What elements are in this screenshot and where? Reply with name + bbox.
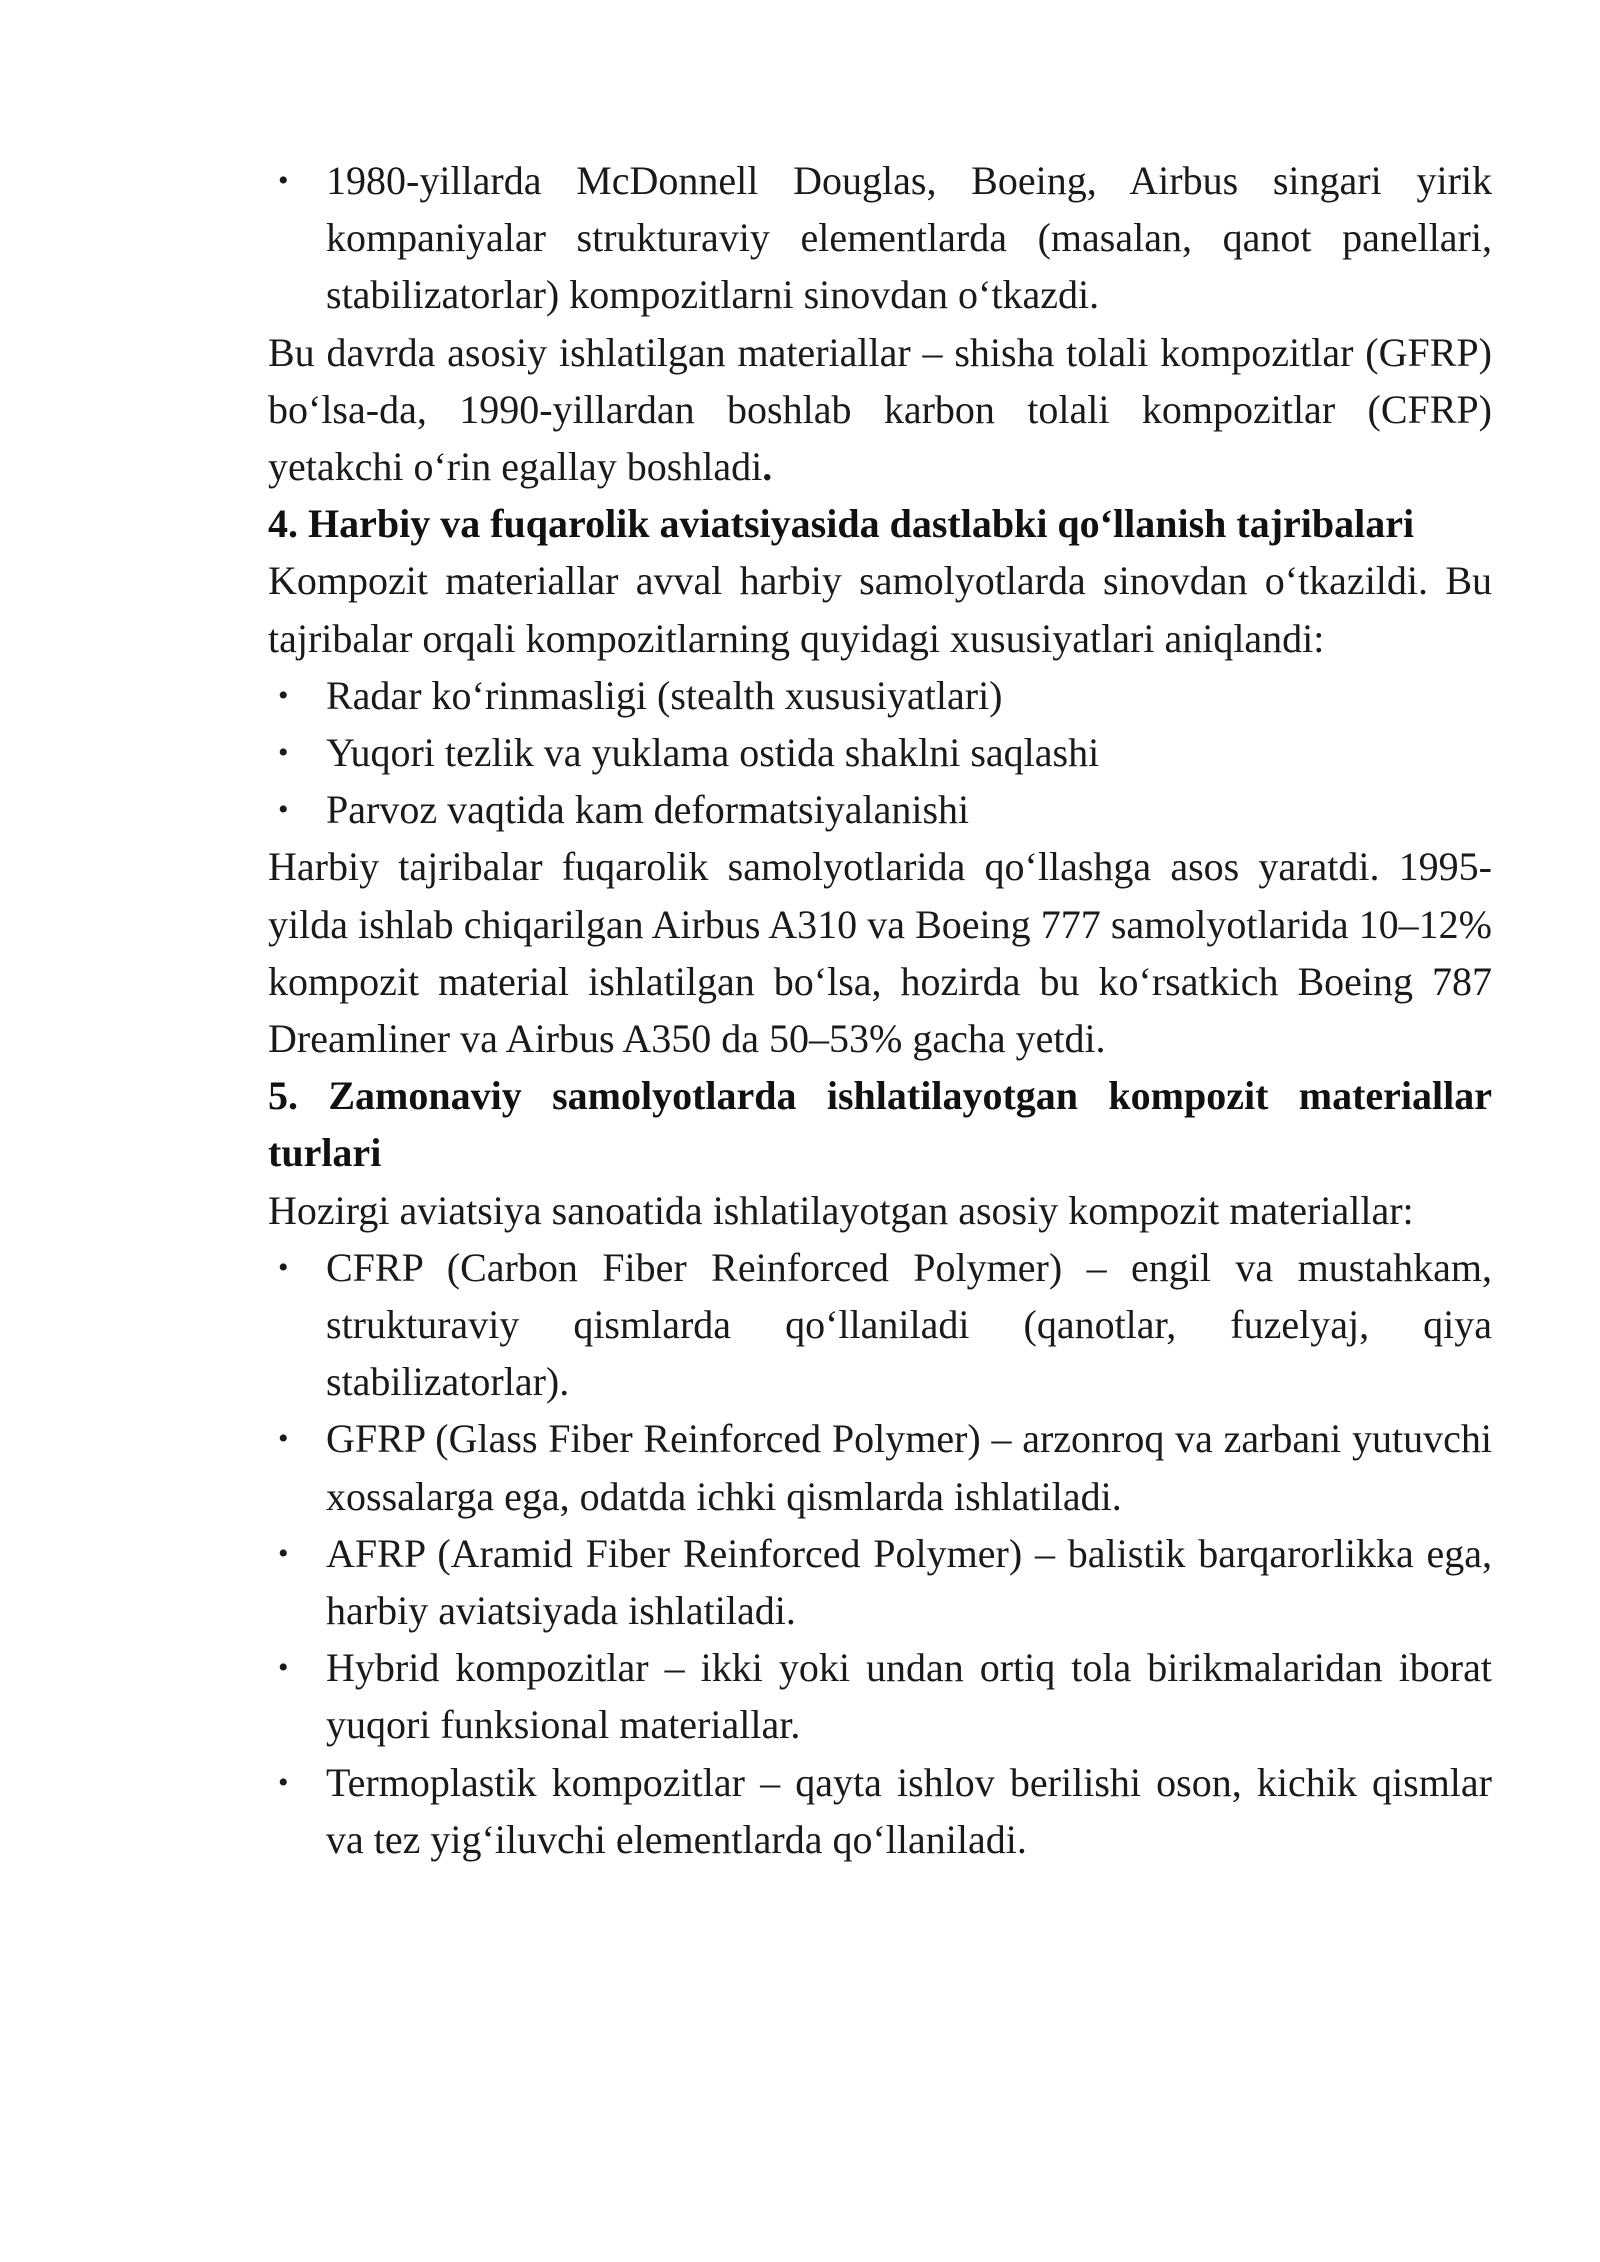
list-item xyxy=(268,724,1492,781)
list-item xyxy=(268,781,1492,838)
list-item-text: Parvoz vaqtida kam deformatsiyalanishi xyxy=(326,787,970,833)
bullet-icon: • xyxy=(278,1250,289,1284)
bullet-icon: • xyxy=(278,1765,289,1799)
paragraph-end-dot: . xyxy=(762,444,773,490)
document-page xyxy=(268,152,1492,1868)
bullet-icon: • xyxy=(278,736,289,770)
bullet-icon: • xyxy=(278,1536,289,1570)
list-item-text: 1980-yillarda McDonnell Douglas, Boeing, Airbus singari yirik kompaniyalar strukturaviy elementlarda (masalan, qanot panellari, stabilizatorlar) kompozitlarni sinovdan o‘tkazdi. xyxy=(326,158,1492,318)
list-item-text: Yuqori tezlik va yuklama ostida shaklni saqlashi xyxy=(326,730,1100,776)
list-item-text: CFRP (Carbon Fiber Reinforced Polymer) – engil va mustahkam, strukturaviy qismlarda qo‘llaniladi (qanotlar, fuzelyaj, qiya stabilizatorlar). xyxy=(326,1244,1492,1405)
bullet-icon: • xyxy=(278,164,289,197)
list-item xyxy=(268,1239,1492,1411)
list-item-text: AFRP (Aramid Fiber Reinforced Polymer) – balistik barqarorlikka ega, harbiy aviatsiyada ishlatiladi. xyxy=(326,1530,1492,1634)
list-item-text: Termoplastik kompozitlar – qayta ishlov berilishi oson, kichik qismlar va tez yig‘iluvchi elementlarda qo‘llaniladi. xyxy=(326,1759,1492,1862)
section4-bullet-list xyxy=(268,667,1492,839)
bullet-icon: • xyxy=(278,1651,289,1685)
section3-closing-paragraph xyxy=(268,324,1492,496)
bullet-icon: • xyxy=(278,793,289,827)
list-item xyxy=(268,1525,1492,1639)
list-item xyxy=(268,667,1492,724)
section5-intro-paragraph: Hozirgi aviatsiya sanoatida ishlatilayotgan asosiy kompozit materiallar: xyxy=(268,1187,1414,1233)
section4-heading: 4. Harbiy va fuqarolik aviatsiyasida dastlabki qo‘llanish tajribalari xyxy=(268,501,1415,547)
section5-bullet-list xyxy=(268,1239,1492,1868)
bullet-icon: • xyxy=(278,678,289,712)
list-item xyxy=(268,1410,1492,1524)
section5-heading: 5. Zamonaviy samolyotlarda ishlatilayotgan kompozit materiallar turlari xyxy=(268,1073,1492,1176)
section4-closing-paragraph: Harbiy tajribalar fuqarolik samolyotlarida qo‘llashga asos yaratdi. 1995-yilda ishlab chiqarilgan Airbus A310 va Boeing 777 samolyotlarida 10–12% kompozit material ishlatilgan bo‘lsa, hozirda bu ko‘rsatkich Boeing 787 Dreamliner va Airbus A350 da 50–53% gacha yetdi. xyxy=(268,844,1492,1062)
bullet-icon: • xyxy=(278,1422,289,1456)
section3-bullet-list xyxy=(268,152,1492,324)
paragraph-text: Bu davrda asosiy ishlatilgan materiallar – shisha tolali kompozitlar (GFRP) bo‘lsa-da, 1990-yillardan boshlab karbon tolali kompozitlar (CFRP) yetakchi o‘rin egallay boshladi xyxy=(268,329,1492,490)
list-item xyxy=(268,1639,1492,1753)
list-item xyxy=(268,152,1492,324)
list-item-text: GFRP (Glass Fiber Reinforced Polymer) – arzonroq va zarbani yutuvchi xossalarga ega, odatda ichki qismlarda ishlatiladi. xyxy=(326,1416,1492,1519)
list-item xyxy=(268,1754,1492,1868)
list-item-text: Radar ko‘rinmasligi (stealth xususiyatlari) xyxy=(326,672,1003,718)
list-item-text: Hybrid kompozitlar – ikki yoki undan ortiq tola birikmalaridan iborat yuqori funksional materiallar. xyxy=(326,1645,1492,1748)
section4-intro-paragraph: Kompozit materiallar avval harbiy samolyotlarda sinovdan o‘tkazildi. Bu tajribalar orqali kompozitlarning quyidagi xususiyatlari aniqlandi: xyxy=(268,558,1492,661)
